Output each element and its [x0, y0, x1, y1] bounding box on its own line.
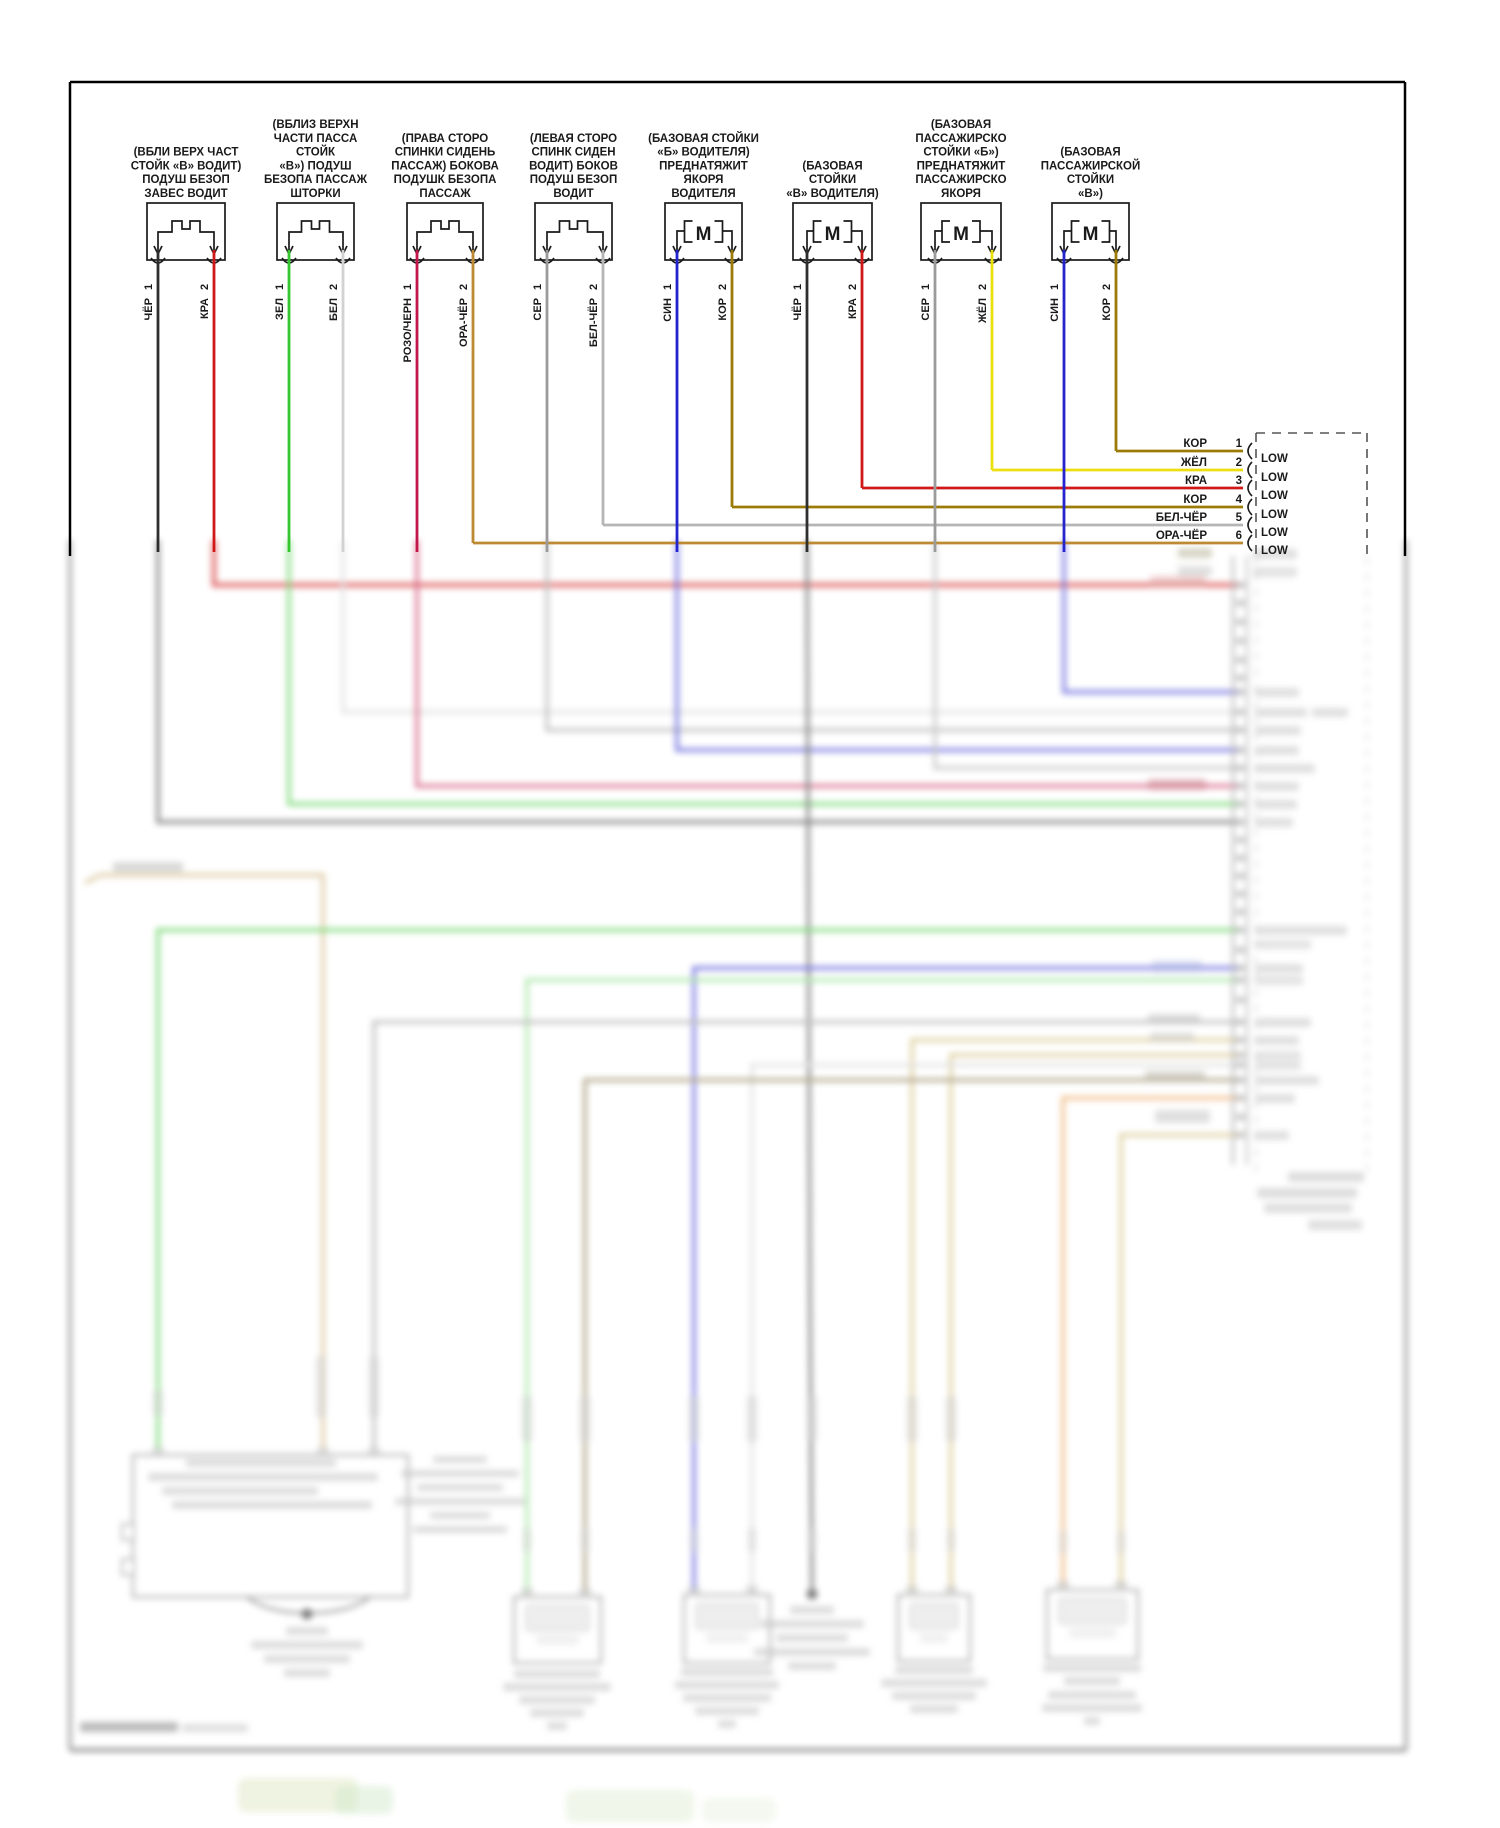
connector-label: ПАССАЖИРСКО	[915, 132, 1007, 145]
pin-color-label: СЕР	[532, 298, 544, 321]
blurred-text-blob	[430, 1512, 490, 1519]
strip-pin-tick	[1236, 1037, 1245, 1043]
connector-label: ПРЕДНАТЯЖИТ	[659, 160, 748, 173]
pin-number: 1	[143, 283, 155, 290]
strip-pin-tick	[1236, 689, 1245, 695]
blur-wire	[158, 540, 1240, 822]
blurred-text-blob	[1288, 1172, 1364, 1182]
connector-label: СПИНК СИДЕН	[531, 146, 616, 159]
ground-lead	[247, 1597, 302, 1613]
strip-pin-tick	[1236, 657, 1245, 663]
low-row-socket-icon	[1248, 443, 1252, 459]
motor-letter: М	[824, 224, 841, 245]
pin-color-label: ОРА-ЧЁР	[458, 298, 470, 347]
strip-pin-tick	[1236, 619, 1245, 625]
connector-label: (ВБЛИ ВЕРХ ЧАСТ	[133, 146, 239, 159]
component-tab	[122, 1524, 134, 1540]
low-row-socket-icon	[1248, 517, 1252, 533]
blur-wire	[214, 540, 1240, 585]
component-inner	[920, 1633, 948, 1643]
low-row-number: 5	[1235, 512, 1242, 524]
pin-number: 1	[792, 283, 804, 290]
connector-2	[264, 119, 368, 552]
component-inner	[706, 1633, 748, 1643]
connector-label: (БАЗОВАЯ	[802, 160, 863, 173]
blurred-text-blob	[1255, 782, 1299, 791]
pin-color-label: КРА	[199, 298, 211, 320]
motor-bracket-icon	[844, 221, 852, 242]
blurred-text-blob	[1255, 818, 1293, 827]
blurred-text-blob	[433, 1456, 487, 1463]
blurred-text-blob	[760, 1620, 864, 1628]
blur-wire	[343, 540, 1240, 712]
blurred-text-blob	[748, 1528, 756, 1552]
strip-pin-tick	[1236, 947, 1245, 953]
blurred-text-blob	[1255, 1094, 1295, 1103]
motor-letter: М	[695, 224, 712, 245]
strip-pin-tick	[1236, 1114, 1245, 1120]
blurred-text-blob	[1255, 764, 1315, 773]
connector-label: ЧАСТИ ПАССА	[273, 132, 358, 145]
strip-pin-tick	[1236, 600, 1245, 606]
pin-color-label: КРА	[847, 298, 859, 320]
strip-pin-tick	[1236, 747, 1245, 753]
connector-label: (ВБЛИЗ ВЕРХН	[272, 119, 359, 131]
pin-number: 2	[847, 283, 859, 290]
low-row-color-label: БЕЛ-ЧЁР	[1155, 512, 1207, 524]
blurred-text-blob	[316, 1356, 326, 1418]
squib-icon	[289, 221, 343, 250]
blurred-text-blob	[1255, 926, 1347, 935]
squib-icon	[547, 221, 603, 250]
strip-pin-tick	[1236, 891, 1245, 897]
low-row-color-label: КОР	[1183, 438, 1207, 450]
low-row-value: LOW	[1261, 527, 1288, 539]
blurred-text-blob	[695, 1707, 759, 1715]
blurred-text-blob	[1145, 1071, 1205, 1082]
pin-number: 1	[662, 283, 674, 290]
connector-1	[131, 147, 242, 552]
blur-layer	[70, 540, 1406, 1822]
pin-number: 1	[920, 283, 932, 290]
blurred-text-blob	[910, 1705, 958, 1713]
blurred-text-blob	[1084, 1717, 1100, 1725]
blurred-text-blob	[1255, 1061, 1301, 1070]
connector-label: (ЛЕВАЯ СТОРО	[529, 132, 618, 145]
low-row-value: LOW	[1261, 472, 1288, 484]
pin-number: 2	[588, 283, 600, 290]
blurred-text-blob	[946, 1396, 956, 1442]
blurred-text-blob	[182, 1724, 248, 1732]
blurred-text-blob	[881, 1679, 987, 1687]
pin-color-label: ЗЕЛ	[274, 298, 286, 320]
blur-wire	[677, 540, 1240, 750]
pin-color-label: КОР	[1101, 298, 1113, 321]
blurred-text-blob	[1253, 567, 1297, 577]
pin-number: 2	[199, 283, 211, 290]
pin-color-label: БЕЛ-ЧЁР	[588, 298, 600, 348]
low-row-socket-icon	[1248, 480, 1252, 496]
blurred-text-blob	[1048, 1691, 1136, 1699]
motor-bracket-icon	[972, 221, 980, 242]
connector-label: СТОЙКИ	[808, 174, 857, 187]
pin-number: 1	[274, 283, 286, 290]
blurred-text-blob	[776, 1634, 848, 1642]
component-pin-nub	[1115, 1581, 1127, 1591]
blurred-text-blob	[1155, 1110, 1210, 1123]
motor-bracket-icon	[814, 221, 822, 242]
low-row-number: 4	[1235, 494, 1242, 506]
blurred-text-blob	[1257, 1188, 1357, 1198]
low-row-number: 3	[1235, 475, 1242, 487]
strip-pin-tick	[1236, 1077, 1245, 1083]
blur-wire	[527, 980, 1240, 1594]
blurred-text-blob	[690, 1528, 698, 1552]
blurred-text-blob	[284, 1669, 330, 1677]
low-row-value: LOW	[1261, 545, 1288, 557]
component-pin-nub	[746, 1586, 758, 1596]
low-row-socket-icon	[1248, 499, 1252, 515]
low-row-color-label: КРА	[1185, 475, 1207, 487]
blurred-text-blob	[523, 1528, 531, 1552]
connector-label: «Б» ВОДИТЕЛЯ)	[657, 146, 750, 159]
strip-pin-tick	[1236, 909, 1245, 915]
blur-wire	[547, 540, 1240, 730]
low-row-number: 2	[1235, 457, 1242, 469]
motor-bracket-icon	[1072, 221, 1080, 242]
strip-pin-tick	[1236, 965, 1245, 971]
pin-color-label: РОЗО/ЧЕРН	[402, 298, 414, 363]
connector-label: СТОЙКИ «Б»)	[923, 146, 999, 159]
blurred-text-blob	[1255, 964, 1303, 973]
blurred-text-blob	[286, 1627, 328, 1635]
connector-label: ЯКОРЯ	[683, 174, 724, 187]
low-row-color-label: КОР	[1183, 494, 1207, 506]
strip-pin-tick	[1236, 1132, 1245, 1138]
blurred-text-blob	[1255, 688, 1299, 697]
blurred-text-blob	[788, 1662, 836, 1670]
component-pin-nub	[1057, 1581, 1069, 1591]
blurred-text-blob	[519, 1696, 595, 1704]
strip-pin-tick	[1236, 1019, 1245, 1025]
component-inner	[910, 1603, 958, 1629]
connector-label: ЯКОРЯ	[941, 188, 981, 200]
blurred-text-blob	[251, 1641, 363, 1649]
pin-color-label: КОР	[717, 298, 729, 321]
blurred-text-blob	[162, 1487, 318, 1495]
blurred-text-blob	[264, 1655, 350, 1663]
pin-color-label: ЧЁР	[792, 298, 804, 321]
squib-icon	[417, 221, 473, 250]
low-row-value: LOW	[1261, 490, 1288, 502]
connector-label: ПОДУШК БЕЗОПА	[393, 174, 497, 187]
motor-letter: М	[953, 224, 969, 245]
motor-icon	[980, 231, 992, 250]
ground-icon	[807, 1589, 818, 1600]
blurred-text-blob	[1312, 708, 1348, 717]
motor-bracket-icon	[715, 221, 723, 242]
blurred-text-blob	[1255, 1036, 1299, 1045]
strip-pin-tick	[1236, 927, 1245, 933]
component-pin-nub	[579, 1588, 591, 1598]
pin-number: 1	[1049, 283, 1061, 290]
blur-wire	[694, 968, 1240, 1592]
connector-6	[786, 160, 1243, 552]
blurred-text-blob	[172, 1501, 372, 1509]
connector-label: СПИНКИ СИДЕНЬ	[394, 146, 496, 159]
sharp-layer	[70, 82, 1405, 557]
blurred-text-blob	[113, 862, 183, 872]
component-inner	[696, 1603, 758, 1629]
motor-bracket-icon	[1102, 221, 1110, 242]
strip-pin-tick	[1236, 1052, 1245, 1058]
blur-wire	[85, 875, 323, 1450]
component-pin-nub	[906, 1586, 918, 1596]
strip-pin-tick	[1236, 837, 1245, 843]
blurred-text-blob	[790, 1606, 834, 1614]
strip-pin-tick	[1236, 727, 1245, 733]
strip-pin-tick	[1236, 997, 1245, 1003]
connector-label: ПАССАЖИРСКО	[915, 174, 1007, 187]
blurred-text-blob	[718, 1720, 736, 1728]
blur-wire	[289, 540, 1240, 804]
connector-label: ПОДУШ БЕЗОП	[529, 174, 618, 187]
connector-label: (БАЗОВАЯ СТОЙКИ	[648, 132, 759, 145]
strip-pin-tick	[1236, 1095, 1245, 1101]
pin-number: 2	[977, 283, 989, 290]
strip-pin-tick	[1236, 873, 1245, 879]
blurred-text-blob	[566, 1790, 694, 1822]
component-pin-nub	[688, 1586, 700, 1596]
pin-number: 2	[458, 283, 470, 290]
connector-label: СТОЙК	[296, 146, 335, 159]
blurred-text-blob	[1178, 566, 1212, 576]
blurred-text-blob	[907, 1396, 917, 1442]
low-row-socket-icon	[1248, 462, 1252, 478]
blurred-text-blob	[1148, 779, 1206, 790]
blur-wire	[374, 1022, 1240, 1450]
component-inner	[526, 1605, 589, 1631]
blurred-text-blob	[1255, 1131, 1289, 1140]
strip-pin-tick	[1236, 977, 1245, 983]
blurred-text-blob	[1043, 1664, 1141, 1672]
low-row-socket-icon	[1248, 535, 1252, 551]
connector-label: ПАССАЖ) БОКОВА	[391, 160, 499, 173]
motor-icon	[852, 231, 863, 250]
connector-label: СТОЙКИ	[1066, 174, 1115, 187]
blurred-text-blob	[401, 1470, 519, 1477]
strip-pin-tick	[1236, 783, 1245, 789]
pin-number: 2	[328, 283, 340, 290]
low-row-number: 6	[1235, 530, 1242, 542]
blurred-text-blob	[413, 1526, 507, 1533]
blurred-text-blob	[186, 1459, 336, 1467]
blurred-text-blob	[581, 1528, 589, 1552]
ground-icon	[302, 1609, 313, 1620]
strip-pin-tick	[1236, 675, 1245, 681]
blurred-text-blob	[1308, 1220, 1362, 1230]
strip-pin-tick	[1236, 819, 1245, 825]
connector-label: ПАССАЖИРСКОЙ	[1040, 160, 1141, 173]
blurred-text-blob	[503, 1683, 611, 1691]
connector-label: ВОДИТЕЛЯ	[671, 188, 736, 200]
blurred-text-blob	[681, 1668, 773, 1676]
blurred-text-blob	[1255, 1051, 1301, 1060]
blurred-text-blob	[808, 1528, 816, 1552]
component-inner	[1059, 1598, 1126, 1624]
connector-label: «В») ПОДУШ	[279, 160, 352, 173]
blurred-text-blob	[1042, 1704, 1142, 1712]
blurred-text-blob	[395, 1498, 525, 1505]
blurred-text-blob	[895, 1666, 973, 1674]
blurred-text-blob	[148, 1473, 378, 1481]
connector-label: ВОДИТ	[553, 188, 594, 200]
blurred-text-blob	[514, 1670, 600, 1678]
blurred-text-blob	[1255, 1018, 1311, 1027]
connector-label: ЗАВЕС ВОДИТ	[144, 188, 228, 200]
connector-label: ПОДУШ БЕЗОП	[142, 174, 230, 187]
blurred-text-blob	[947, 1528, 955, 1552]
strip-pin-tick	[1236, 801, 1245, 807]
component-inner	[536, 1635, 579, 1645]
blurred-text-blob	[702, 1798, 776, 1822]
pin-number: 2	[717, 283, 729, 290]
blur-wire	[1064, 540, 1240, 692]
motor-bracket-icon	[685, 221, 693, 242]
strip-pin-tick	[1236, 582, 1245, 588]
motor-letter: М	[1082, 224, 1099, 245]
blurred-text-blob	[1150, 1032, 1194, 1042]
blurred-text-blob	[530, 1709, 584, 1717]
blurred-text-blob	[807, 1396, 817, 1442]
blurred-text-blob	[369, 1356, 379, 1418]
connector-label: ПРЕДНАТЯЖИТ	[916, 160, 1006, 173]
ground-lead	[312, 1597, 370, 1613]
blurred-text-blob	[1255, 800, 1297, 809]
blurred-text-blob	[1059, 1530, 1067, 1554]
blurred-text-blob	[1150, 576, 1206, 587]
blurred-text-blob	[1255, 1076, 1319, 1085]
blurred-text-blob	[417, 1484, 503, 1491]
component-pin-nub	[521, 1588, 533, 1598]
blurred-text-blob	[754, 1648, 870, 1656]
blurred-text-blob	[1255, 940, 1311, 949]
connector-label: ПАССАЖ	[419, 188, 471, 200]
blurred-text-blob	[522, 1396, 532, 1442]
blurred-text-blob	[1264, 1203, 1352, 1213]
pin-color-label: СИН	[1049, 298, 1061, 322]
blurred-text-blob	[1255, 976, 1303, 985]
pin-number: 2	[1101, 283, 1113, 290]
connector-label: «В» ВОДИТЕЛЯ)	[786, 188, 879, 200]
pin-number: 1	[402, 283, 414, 290]
blurred-text-blob	[580, 1396, 590, 1442]
blur-wire	[752, 1065, 1240, 1592]
pin-number: 1	[532, 283, 544, 290]
blurred-text-blob	[153, 1390, 163, 1416]
strip-pin-tick	[1236, 709, 1245, 715]
squib-icon	[158, 221, 214, 250]
strip-pin-tick	[1236, 638, 1245, 644]
blurred-text-blob	[675, 1681, 779, 1689]
connector-label: БЕЗОПА ПАССАЖ	[263, 174, 368, 187]
pin-color-label: ЖЁЛ	[977, 298, 989, 324]
component-inner	[1069, 1628, 1116, 1638]
blurred-text-blob	[908, 1528, 916, 1552]
blurred-text-blob	[1255, 726, 1301, 735]
low-row-number: 1	[1235, 438, 1242, 450]
connector-label: (БАЗОВАЯ	[930, 119, 992, 131]
strip-pin-tick	[1236, 765, 1245, 771]
blur-wire	[1121, 1135, 1240, 1587]
connector-label: ШТОРКИ	[290, 188, 341, 200]
blurred-text-blob	[1255, 708, 1307, 717]
blurred-text-blob	[1178, 548, 1212, 558]
connector-8	[1041, 147, 1243, 552]
strip-pin-tick	[1236, 855, 1245, 861]
component-tab	[122, 1559, 134, 1575]
strip-pin-tick	[1236, 1062, 1245, 1068]
blur-wire	[1063, 1098, 1240, 1587]
blurred-text-blob	[683, 1694, 771, 1702]
blurred-text-blob	[1255, 746, 1299, 755]
low-row-color-label: ЖЁЛ	[1180, 457, 1207, 469]
blurred-text-blob	[747, 1396, 757, 1442]
low-row-value: LOW	[1261, 453, 1288, 465]
blurred-text-blob	[547, 1722, 567, 1730]
blurred-text-blob	[1152, 961, 1202, 972]
motor-icon	[723, 231, 733, 250]
connector-label: (БАЗОВАЯ	[1060, 146, 1121, 159]
blurred-text-blob	[80, 1722, 178, 1732]
blurred-text-blob	[689, 1396, 699, 1442]
low-row-color-label: ОРА-ЧЁР	[1155, 530, 1207, 542]
pin-color-label: СИН	[662, 298, 674, 322]
connector-label: ВОДИТ) БОКОВ	[529, 160, 618, 173]
blurred-text-blob	[1117, 1530, 1125, 1554]
low-row-value: LOW	[1261, 509, 1288, 521]
pin-color-label: ЧЁР	[143, 298, 155, 321]
blurred-text-blob	[1148, 1014, 1200, 1024]
connector-label: «В»)	[1078, 188, 1103, 200]
connector-label: (ПРАВА СТОРО	[401, 132, 489, 145]
blurred-text-blob	[892, 1692, 976, 1700]
blurred-text-blob	[335, 1786, 393, 1814]
pin-color-label: БЕЛ	[328, 298, 340, 321]
connector-label: СТОЙК «В» ВОДИТ)	[130, 160, 242, 173]
blurred-text-blob	[1064, 1677, 1120, 1685]
component-pin-nub	[945, 1586, 957, 1596]
pin-color-label: СЕР	[920, 298, 932, 321]
motor-bracket-icon	[942, 221, 950, 242]
